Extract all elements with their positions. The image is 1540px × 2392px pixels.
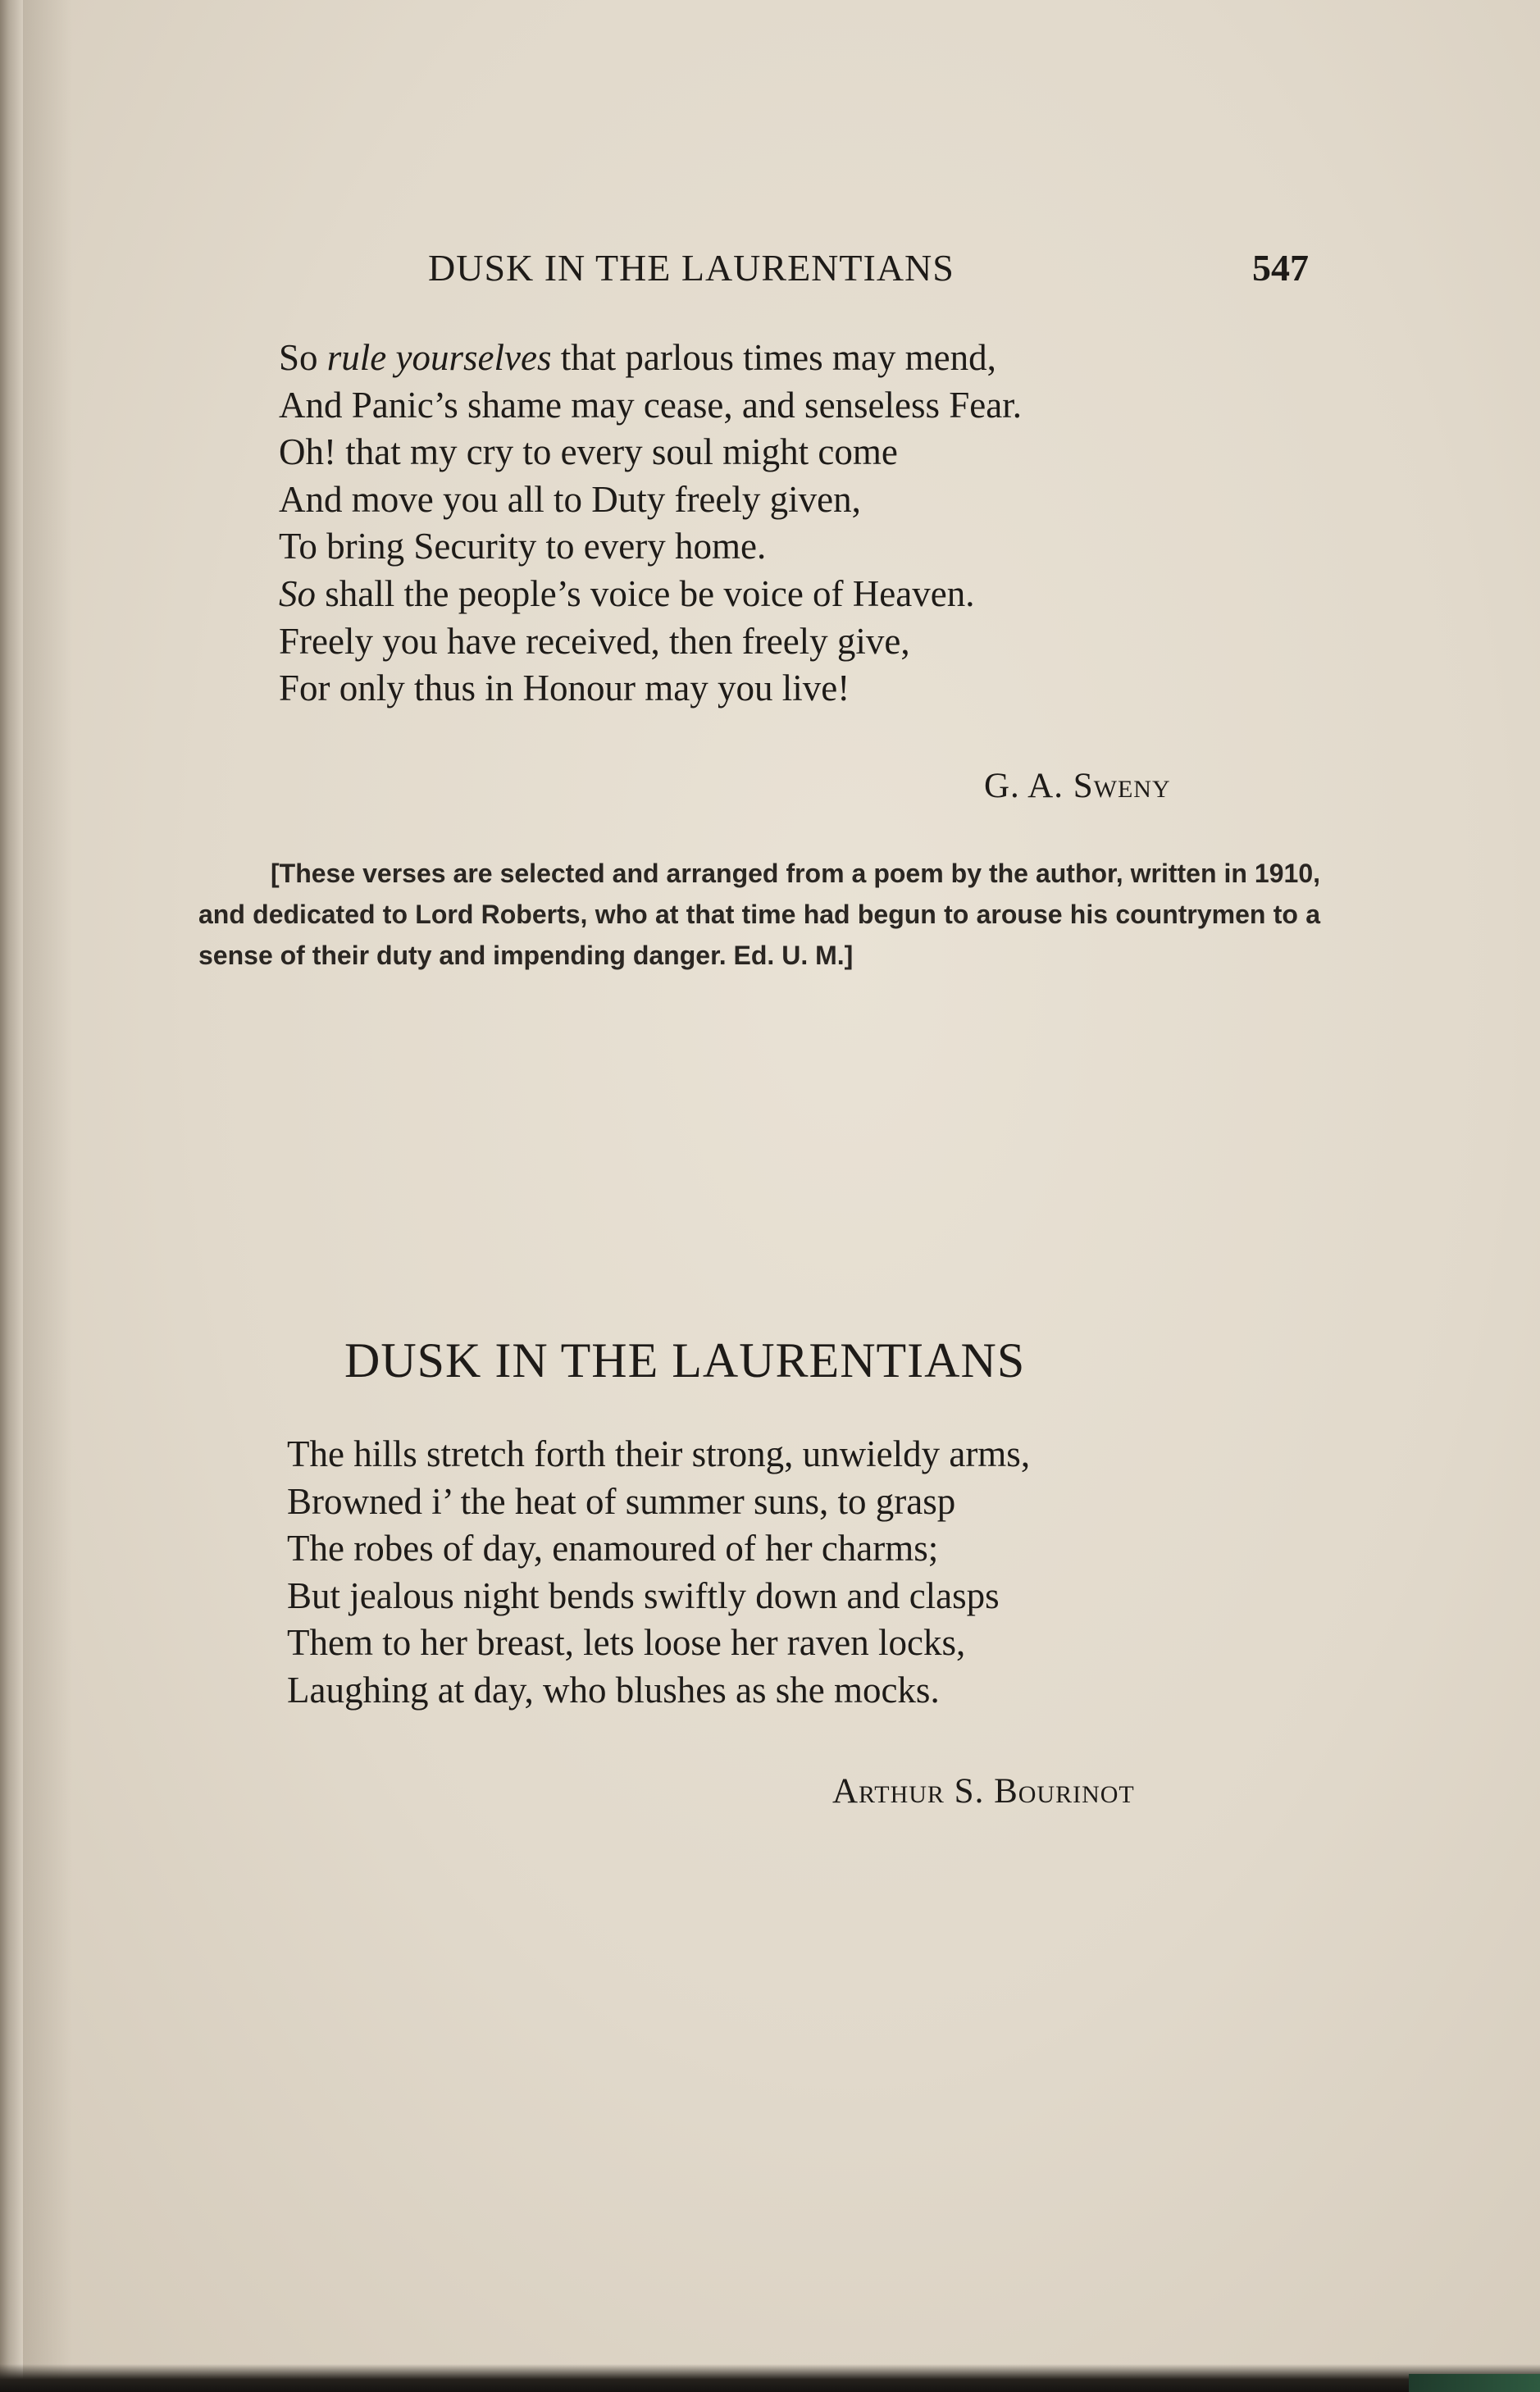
- page-number: 547: [1252, 247, 1309, 289]
- poem-title: DUSK IN THE LAURENTIANS: [344, 1333, 1026, 1387]
- second-poem-author: Arthur S. Bourinot: [832, 1772, 1135, 1811]
- binding-shadow: [23, 0, 72, 2392]
- poem-line: Laughing at day, who blushes as she mocks.: [287, 1669, 940, 1711]
- poem-line: So shall the people’s voice be voice of Heaven.: [279, 572, 975, 614]
- running-head: DUSK IN THE LAURENTIANS: [428, 247, 955, 289]
- cover-edge: [1409, 2374, 1540, 2392]
- first-poem-author: G. A. Sweny: [984, 767, 1171, 805]
- poem-line: The robes of day, enamoured of her charms;: [287, 1528, 939, 1570]
- poem-line: Freely you have received, then freely give,: [279, 620, 910, 662]
- poem-line: Oh! that my cry to every soul might come: [279, 431, 898, 473]
- page-bottom-edge: [0, 2364, 1540, 2392]
- editor-note: [These verses are selected and arranged from a poem by the author, written in 1910, and dedicated to Lord Roberts, who at that time had begun to arouse his countrymen to a sense of their duty and impending danger. Ed. U. M.]: [198, 859, 1320, 970]
- poem-line: And move you all to Duty freely given,: [279, 478, 861, 520]
- poem-line: And Panic’s shame may cease, and senseless Fear.: [279, 384, 1022, 426]
- poem-line: Them to her breast, lets loose her raven locks,: [287, 1622, 966, 1664]
- poem-line: For only thus in Honour may you live!: [279, 667, 850, 709]
- poem-line: Browned i’ the heat of summer suns, to grasp: [287, 1480, 956, 1522]
- poem-line: But jealous night bends swiftly down and clasps: [287, 1574, 1000, 1616]
- poem-line: So rule yourselves that parlous times may mend,: [279, 337, 996, 378]
- second-poem: [287, 1431, 1030, 1715]
- poem-line: The hills stretch forth their strong, unwieldy arms,: [287, 1433, 1031, 1474]
- poem-line: To bring Security to every home.: [279, 526, 767, 567]
- binding-edge: [0, 0, 23, 2392]
- first-poem: [279, 335, 1022, 713]
